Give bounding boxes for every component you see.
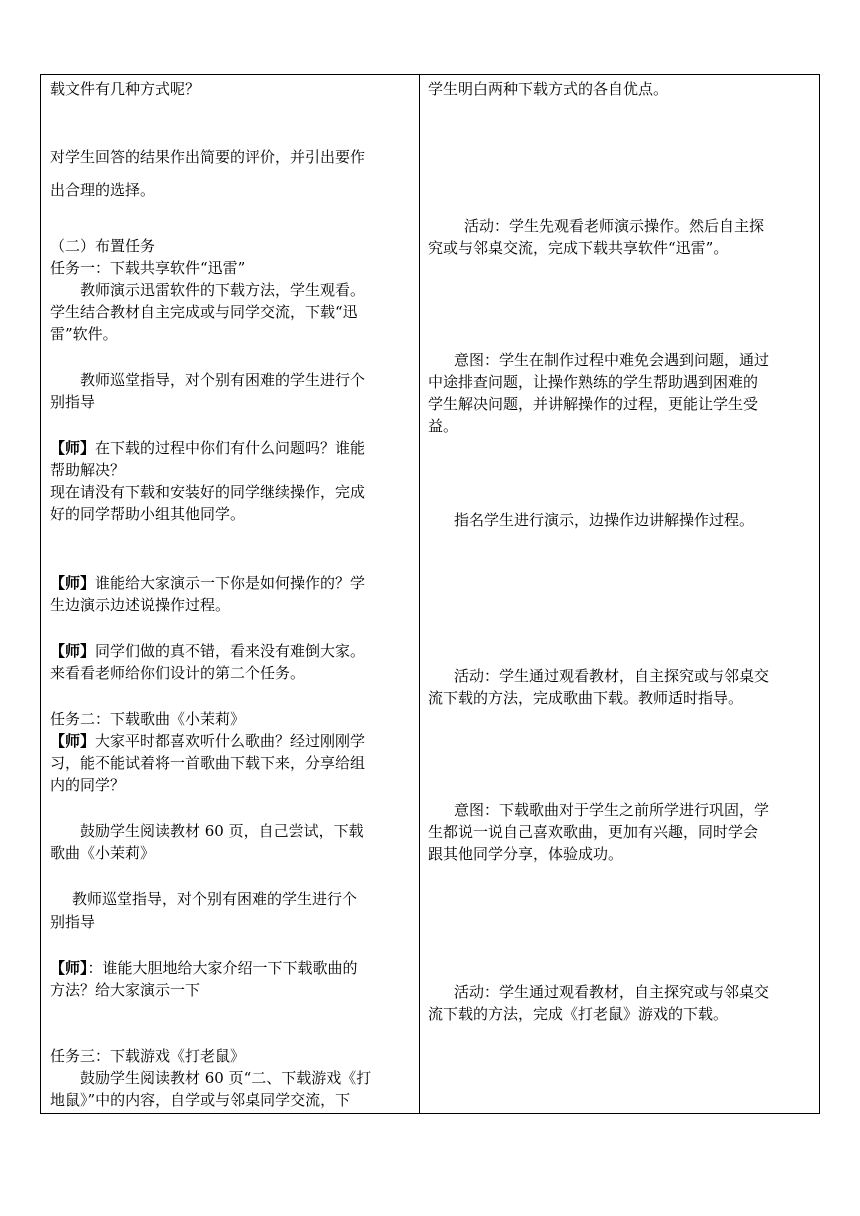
teacher-text-line: 【师】：谁能大胆地给大家介绍一下下载歌曲的 — [50, 959, 358, 977]
teacher-text-line: 【师】谁能给大家演示一下你是如何操作的？学 — [50, 574, 366, 592]
teacher-text-line: 【师】大家平时都喜欢听什么歌曲？经过刚刚学 — [50, 732, 366, 750]
teacher-text-line: 鼓励学生阅读教材 60 页，自己尝试，下载 — [80, 822, 364, 840]
teacher-text-line: 教师演示迅雷软件的下载方法，学生观看。 — [80, 281, 366, 299]
design-intent-line: 意图：下载歌曲对于学生之前所学进行巩固，学 — [454, 801, 770, 819]
design-intent-line: 益。 — [428, 417, 459, 435]
section-heading: （二）布置任务 — [50, 237, 156, 255]
teacher-text-line: 学生结合教材自主完成或与同学交流，下载“迅 — [50, 303, 358, 321]
task-three-title: 任务三：下载游戏《打老鼠》 — [50, 1047, 246, 1065]
design-intent-line: 学生解决问题，并讲解操作的过程，更能让学生受 — [428, 395, 759, 413]
design-intent-line: 生都说一说自己喜欢歌曲，更加有兴趣，同时学会 — [428, 823, 759, 841]
design-intent-line: 意图：学生在制作过程中难免会遇到问题，通过 — [454, 351, 770, 369]
teacher-text-line: 雷”软件。 — [50, 325, 118, 343]
teacher-text-line: 好的同学帮助小组其他同学。 — [50, 505, 246, 523]
student-activity-line: 指名学生进行演示，边操作边讲解操作过程。 — [454, 511, 755, 529]
column-divider — [419, 75, 420, 1113]
teacher-tag: 【师】 — [50, 732, 96, 750]
teacher-text-line: 生边演示边述说操作过程。 — [50, 596, 231, 614]
teacher-text-line: 来看看老师给你们设计的第二个任务。 — [50, 664, 306, 682]
student-activity-line: 活动：学生通过观看教材，自主探究或与邻桌交 — [454, 983, 770, 1001]
student-activity-line: 活动：学生先观看老师演示操作。然后自主探 — [464, 217, 765, 235]
teacher-text-line: 习，能不能试着将一首歌曲下载下来，分享给组 — [50, 754, 366, 772]
design-intent-line: 跟其他同学分享，体验成功。 — [428, 845, 624, 863]
teacher-text-line: 别指导 — [50, 393, 96, 411]
student-activity-line: 流下载的方法，完成歌曲下载。教师适时指导。 — [428, 689, 744, 707]
lesson-plan-table — [40, 74, 820, 1114]
teacher-tag: 【师】 — [50, 959, 88, 977]
teacher-text-line: 出合理的选择。 — [50, 181, 156, 199]
teacher-tag: 【师】 — [50, 439, 96, 457]
teacher-text-line: 教师巡堂指导，对个别有困难的学生进行个 — [80, 371, 366, 389]
teacher-text-line: 内的同学？ — [50, 776, 126, 794]
teacher-text-line: 现在请没有下载和安装好的同学继续操作，完成 — [50, 483, 366, 501]
student-activity-line: 流下载的方法，完成《打老鼠》游戏的下载。 — [428, 1005, 729, 1023]
teacher-text-line: 【师】在下载的过程中你们有什么问题吗？谁能 — [50, 439, 366, 457]
teacher-text-line: 鼓励学生阅读教材 60 页“二、下载游戏《打 — [80, 1069, 372, 1087]
teacher-text-line: 地鼠》”中的内容，自学或与邻桌同学交流，下 — [50, 1091, 351, 1109]
teacher-text-line: 方法？给大家演示一下 — [50, 981, 201, 999]
teacher-tag: 【师】 — [50, 642, 96, 660]
teacher-text-line: 载文件有几种方式呢？ — [50, 80, 201, 98]
teacher-text-line: 教师巡堂指导，对个别有困难的学生进行个 — [72, 890, 358, 908]
design-intent-line: 中途排查问题，让操作熟练的学生帮助遇到困难的 — [428, 373, 759, 391]
teacher-text-line: 别指导 — [50, 913, 96, 931]
teacher-text-line: 【师】同学们做的真不错，看来没有难倒大家。 — [50, 642, 366, 660]
teacher-text-line: 歌曲《小茉莉》 — [50, 844, 156, 862]
task-one-title: 任务一：下载共享软件“迅雷” — [50, 259, 246, 277]
student-text-line: 学生明白两种下载方式的各自优点。 — [428, 80, 669, 98]
student-activity-line: 究或与邻桌交流，完成下载共享软件“迅雷”。 — [428, 239, 729, 257]
task-two-title: 任务二：下载歌曲《小茉莉》 — [50, 710, 246, 728]
teacher-text-line: 帮助解决？ — [50, 461, 126, 479]
teacher-tag: 【师】 — [50, 574, 96, 592]
student-activity-line: 活动：学生通过观看教材，自主探究或与邻桌交 — [454, 667, 770, 685]
teacher-text-line: 对学生回答的结果作出简要的评价，并引出要作 — [50, 148, 366, 166]
